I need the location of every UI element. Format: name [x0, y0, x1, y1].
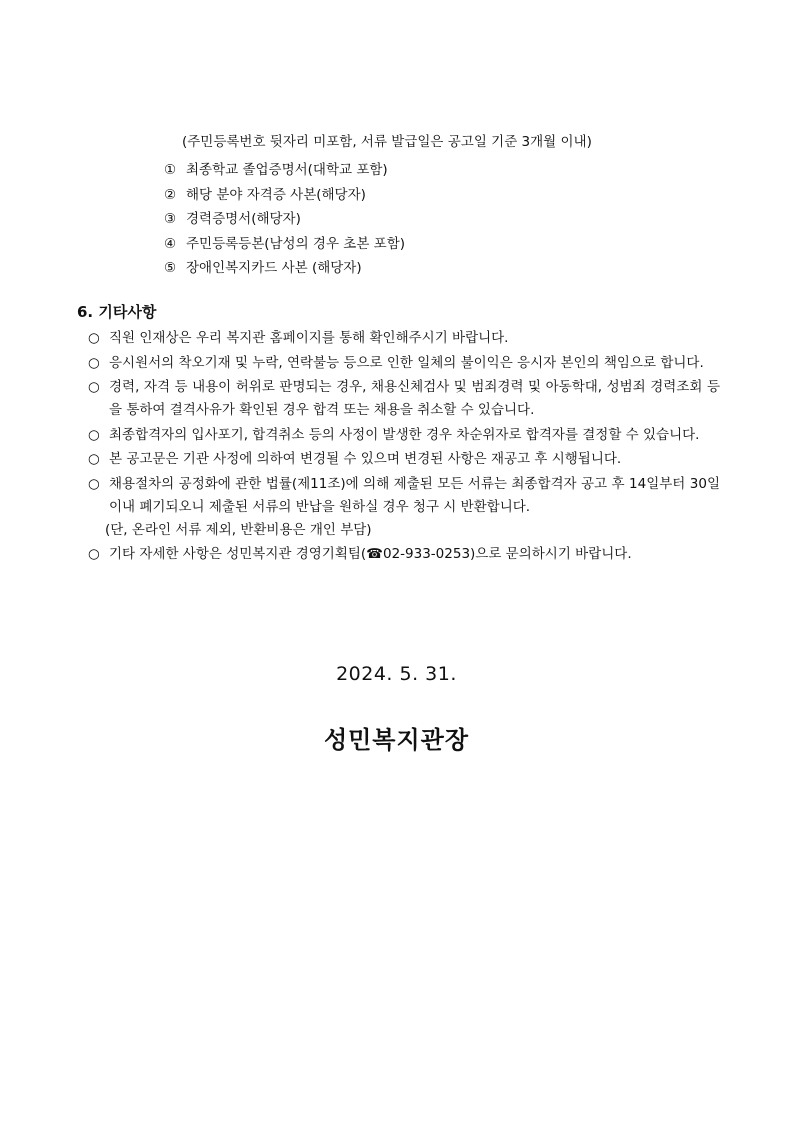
item-text: 경력, 자격 등 내용이 허위로 판명되는 경우, 채용신체검사 및 범죄경력 및 아동학대, 성범죄 경력조회 등을 통하여 결격사유가 확인된 경우 합격 또는 채용을 취소할 수 있습니다.	[109, 379, 720, 418]
document-note: (주민등록번호 뒷자리 미포함, 서류 발급일은 공고일 기준 3개월 이내)	[182, 134, 592, 150]
circle-bullet-icon: ○	[88, 546, 100, 562]
list-item	[88, 473, 720, 542]
list-item	[164, 158, 405, 183]
list-item	[88, 327, 720, 350]
item-text: 직원 인재상은 우리 복지관 홈페이지를 통해 확인해주시기 바랍니다.	[109, 330, 509, 346]
item-subnote: (단, 온라인 서류 제외, 반환비용은 개인 부담)	[105, 521, 372, 538]
item-text: 장애인복지카드 사본 (해당자)	[186, 260, 362, 276]
item-text: 최종학교 졸업증명서(대학교 포함)	[186, 162, 388, 178]
item-text: 경력증명서(해당자)	[186, 211, 301, 227]
item-number: ③	[164, 211, 177, 227]
item-number: ⑤	[164, 260, 177, 276]
list-item	[88, 352, 720, 375]
required-documents-list	[164, 158, 405, 281]
list-item	[164, 256, 405, 281]
list-item	[88, 543, 720, 566]
item-text: 최종합격자의 입사포기, 합격취소 등의 사정이 발생한 경우 차순위자로 합격자를 결정할 수 있습니다.	[109, 426, 700, 443]
item-text: 기타 자세한 사항은 성민복지관 경영기획팀(☎02-933-0253)으로 문의하시기 바랍니다.	[109, 546, 632, 562]
list-item	[88, 376, 720, 422]
other-matters-list	[88, 327, 720, 568]
item-text: 응시원서의 착오기재 및 누락, 연락불능 등으로 인한 일체의 불이익은 응시자 본인의 책임으로 합니다.	[109, 354, 704, 371]
item-number: ④	[164, 235, 177, 252]
organization-signature: 성민복지관장	[323, 726, 470, 754]
circle-bullet-icon: ○	[88, 451, 100, 467]
list-item	[88, 424, 720, 447]
list-item	[164, 183, 405, 208]
item-number: ②	[164, 186, 177, 203]
circle-bullet-icon: ○	[88, 379, 100, 395]
list-item	[164, 232, 405, 257]
item-text: 주민등록등본(남성의 경우 초본 포함)	[186, 235, 406, 252]
circle-bullet-icon: ○	[88, 426, 100, 443]
item-text: 해당 분야 자격증 사본(해당자)	[186, 186, 366, 203]
item-text: 채용절차의 공정화에 관한 법률(제11조)에 의해 제출된 모든 서류는 최종합격자 공고 후 14일부터 30일이내 폐기되오니 제출된 서류의 반납을 원하실 경우 청구 시 반환합니다.	[109, 475, 720, 515]
announcement-date: 2024. 5. 31.	[336, 663, 457, 685]
circle-bullet-icon: ○	[88, 475, 100, 492]
list-item	[88, 448, 720, 471]
circle-bullet-icon: ○	[88, 354, 100, 371]
item-number: ①	[164, 162, 177, 178]
item-text: 본 공고문은 기관 사정에 의하여 변경될 수 있으며 변경된 사항은 재공고 후 시행됩니다.	[109, 451, 622, 467]
section-title: 6. 기타사항	[77, 303, 157, 321]
circle-bullet-icon: ○	[88, 330, 100, 346]
list-item	[164, 207, 405, 232]
